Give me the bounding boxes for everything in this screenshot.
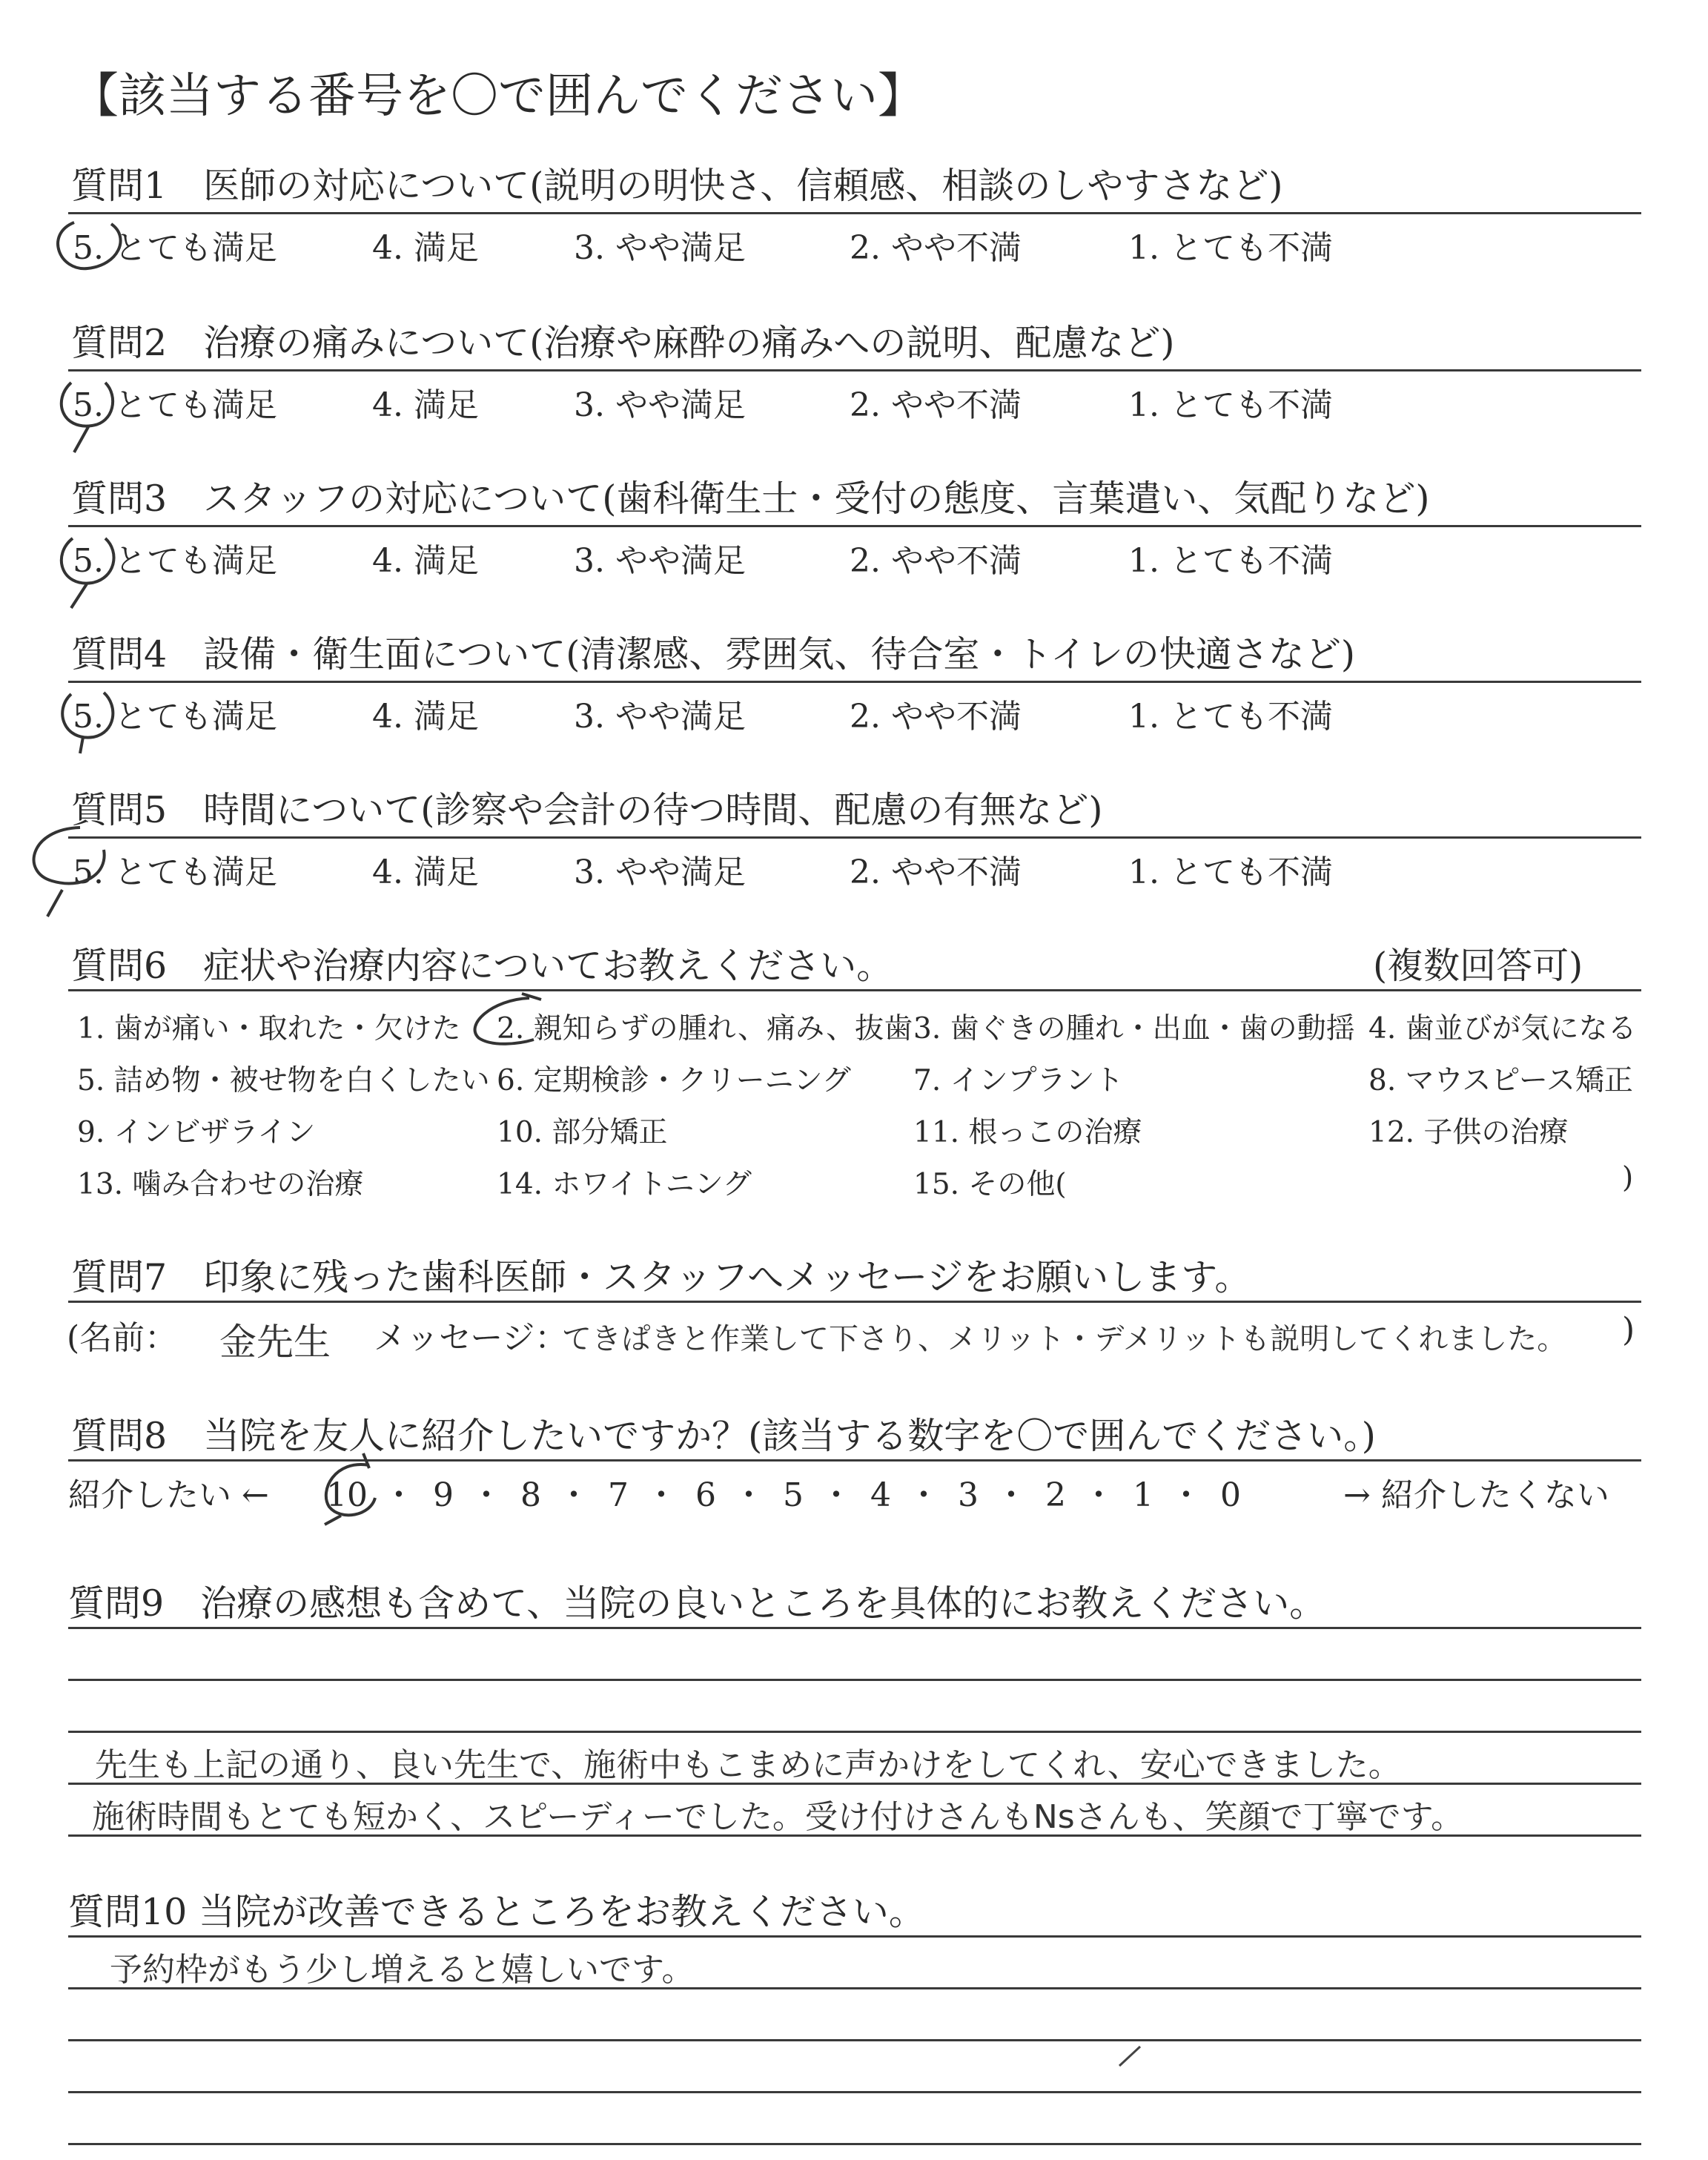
q9-rule-3 xyxy=(68,1731,1641,1733)
q8-sep: ・ xyxy=(470,1476,503,1514)
q3-option-3[interactable]: 3. やや満足 xyxy=(574,542,746,580)
q1-option-1[interactable]: 1. とても不満 xyxy=(1128,229,1333,267)
q1-title: 質問1 医師の対応について(説明の明快さ、信頼感、相談のしやすさなど) xyxy=(71,165,1283,207)
q6-option-8[interactable]: 8. マウスピース矯正 xyxy=(1368,1064,1633,1097)
q1-rule xyxy=(68,212,1641,214)
stray-pen-mark xyxy=(1119,2047,1140,2066)
q10-rule-5 xyxy=(68,2143,1641,2145)
q7-message-label: メッセージ： xyxy=(374,1319,568,1357)
q2-title: 質問2 治療の痛みについて(治療や麻酔の痛みへの説明、配慮など) xyxy=(71,322,1175,364)
q6-other-close: ) xyxy=(1622,1161,1634,1195)
q6-option-9[interactable]: 9. インビザライン xyxy=(77,1116,316,1149)
q3-option-1[interactable]: 1. とても不満 xyxy=(1128,542,1333,580)
q8-sep: ・ xyxy=(1082,1476,1115,1514)
q2-option-3[interactable]: 3. やや満足 xyxy=(574,386,746,424)
q4-rule xyxy=(68,681,1641,683)
q10-answer-line-1[interactable]: 予約枠がもう少し増えると嬉しいです。 xyxy=(110,1951,695,1989)
q4-option-5[interactable]: 5. とても満足 xyxy=(73,698,277,736)
q5-option-1[interactable]: 1. とても不満 xyxy=(1128,853,1333,891)
q1-option-3[interactable]: 3. やや満足 xyxy=(574,229,746,267)
q8-title: 質問8 当院を友人に紹介したいですか？(該当する数字を〇で囲んでください。) xyxy=(71,1415,1376,1457)
q5-title: 質問5 時間について(診察や会計の待つ時間、配慮の有無など) xyxy=(71,789,1103,831)
q2-option-2[interactable]: 2. やや不満 xyxy=(850,386,1022,424)
q8-score-3[interactable]: 3 xyxy=(958,1476,979,1514)
q8-scale[interactable] xyxy=(326,1468,1239,1516)
q8-sep: ・ xyxy=(995,1476,1027,1514)
q6-option-14[interactable]: 14. ホワイトニング xyxy=(497,1168,752,1201)
q9-answer-line-1[interactable]: 先生も上記の通り、良い先生で、施術中もこまめに声かけをしてくれ、安心できました。 xyxy=(95,1746,1401,1784)
q4-option-4[interactable]: 4. 満足 xyxy=(372,698,479,736)
q5-rule xyxy=(68,836,1641,839)
q10-rule-1 xyxy=(68,1935,1641,1938)
q7-title: 質問7 印象に残った歯科医師・スタッフへメッセージをお願いします。 xyxy=(71,1256,1251,1298)
q5-option-5[interactable]: 5. とても満足 xyxy=(73,853,277,891)
q3-option-5[interactable]: 5. とても満足 xyxy=(73,542,277,580)
q6-option-10[interactable]: 10. 部分矯正 xyxy=(497,1116,668,1149)
q6-option-4[interactable]: 4. 歯並びが気になる xyxy=(1368,1012,1637,1046)
q8-sep: ・ xyxy=(732,1476,765,1514)
q7-rule xyxy=(68,1301,1641,1303)
q8-left-label: 紹介したい ← xyxy=(68,1476,269,1514)
q9-rule-1 xyxy=(68,1627,1641,1629)
q6-rule xyxy=(68,989,1641,991)
q8-score-4[interactable]: 4 xyxy=(870,1476,891,1514)
q3-title: 質問3 スタッフの対応について(歯科衛生士・受付の態度、言葉遣い、気配りなど) xyxy=(71,478,1430,520)
q8-score-9[interactable]: 9 xyxy=(433,1476,454,1514)
q6-option-1[interactable]: 1. 歯が痛い・取れた・欠けた xyxy=(77,1012,461,1046)
q3-rule xyxy=(68,525,1641,527)
q3-option-4[interactable]: 4. 満足 xyxy=(372,542,479,580)
q2-rule xyxy=(68,369,1641,371)
q8-score-2[interactable]: 2 xyxy=(1045,1476,1066,1514)
q9-answer-line-2[interactable]: 施術時間もとても短かく、スピーディーでした。受け付けさんもNsさんも、笑顔で丁寧です。 xyxy=(92,1798,1464,1836)
q6-option-5[interactable]: 5. 詰め物・被せ物を白くしたい xyxy=(77,1064,490,1097)
q5-option-3[interactable]: 3. やや満足 xyxy=(574,853,746,891)
q10-rule-4 xyxy=(68,2091,1641,2093)
q6-option-2[interactable]: 2. 親知らずの腫れ、痛み、抜歯 xyxy=(497,1012,913,1046)
q8-score-1[interactable]: 1 xyxy=(1133,1476,1153,1514)
q4-title: 質問4 設備・衛生面について(清潔感、雰囲気、待合室・トイレの快適さなど) xyxy=(71,633,1355,676)
q9-rule-2 xyxy=(68,1679,1641,1681)
q8-sep: ・ xyxy=(383,1476,415,1514)
q5-option-4[interactable]: 4. 満足 xyxy=(372,853,479,891)
q9-title: 質問9 治療の感想も含めて、当院の良いところを具体的にお教えください。 xyxy=(68,1582,1326,1625)
q8-score-5[interactable]: 5 xyxy=(783,1476,804,1514)
q1-option-4[interactable]: 4. 満足 xyxy=(372,229,479,267)
q6-option-7[interactable]: 7. インプラント xyxy=(913,1064,1124,1097)
q4-option-3[interactable]: 3. やや満足 xyxy=(574,698,746,736)
q8-sep: ・ xyxy=(645,1476,678,1514)
q1-option-5[interactable]: 5. とても満足 xyxy=(73,229,277,267)
q6-option-6[interactable]: 6. 定期検診・クリーニング xyxy=(497,1064,851,1097)
q8-sep: ・ xyxy=(557,1476,590,1514)
q7-message-value[interactable]: てきぱきと作業して下さり、メリット・デメリットも説明してくれました。 xyxy=(562,1322,1567,1356)
q6-option-15[interactable]: 15. その他( xyxy=(913,1168,1067,1201)
q8-score-7[interactable]: 7 xyxy=(608,1476,629,1514)
q8-rule xyxy=(68,1459,1641,1462)
q8-score-0[interactable]: 0 xyxy=(1220,1476,1241,1514)
q5-option-2[interactable]: 2. やや不満 xyxy=(850,853,1022,891)
q6-option-12[interactable]: 12. 子供の治療 xyxy=(1368,1116,1569,1149)
q8-score-10[interactable]: 10 xyxy=(326,1476,368,1514)
form-header: 【該当する番号を〇で囲んでください】 xyxy=(71,69,925,124)
q2-option-4[interactable]: 4. 満足 xyxy=(372,386,479,424)
q3-option-2[interactable]: 2. やや不満 xyxy=(850,542,1022,580)
q8-right-label: → 紹介したくない xyxy=(1343,1476,1609,1514)
q2-option-1[interactable]: 1. とても不満 xyxy=(1128,386,1333,424)
q6-option-13[interactable]: 13. 噛み合わせの治療 xyxy=(77,1168,364,1201)
q8-score-6[interactable]: 6 xyxy=(695,1476,716,1514)
q4-option-1[interactable]: 1. とても不満 xyxy=(1128,698,1333,736)
q6-title: 質問6 症状や治療内容についてお教えください。 xyxy=(71,945,893,987)
q7-name-label: (名前： xyxy=(67,1319,178,1357)
q8-sep: ・ xyxy=(1170,1476,1202,1514)
q8-sep: ・ xyxy=(820,1476,853,1514)
q6-option-3[interactable]: 3. 歯ぐきの腫れ・出血・歯の動揺 xyxy=(913,1012,1355,1046)
q10-rule-3 xyxy=(68,2039,1641,2041)
q2-option-5[interactable]: 5. とても満足 xyxy=(73,386,277,424)
q4-option-2[interactable]: 2. やや不満 xyxy=(850,698,1022,736)
q7-close: ) xyxy=(1622,1311,1635,1349)
q10-title: 質問10 当院が改善できるところをお教えください。 xyxy=(68,1891,925,1933)
q7-name-value[interactable]: 金先生 xyxy=(219,1321,331,1364)
q8-sep: ・ xyxy=(907,1476,940,1514)
q8-score-8[interactable]: 8 xyxy=(520,1476,541,1514)
q1-option-2[interactable]: 2. やや不満 xyxy=(850,229,1022,267)
q6-option-11[interactable]: 11. 根っこの治療 xyxy=(913,1116,1142,1149)
q6-note: (複数回答可) xyxy=(1373,945,1583,987)
